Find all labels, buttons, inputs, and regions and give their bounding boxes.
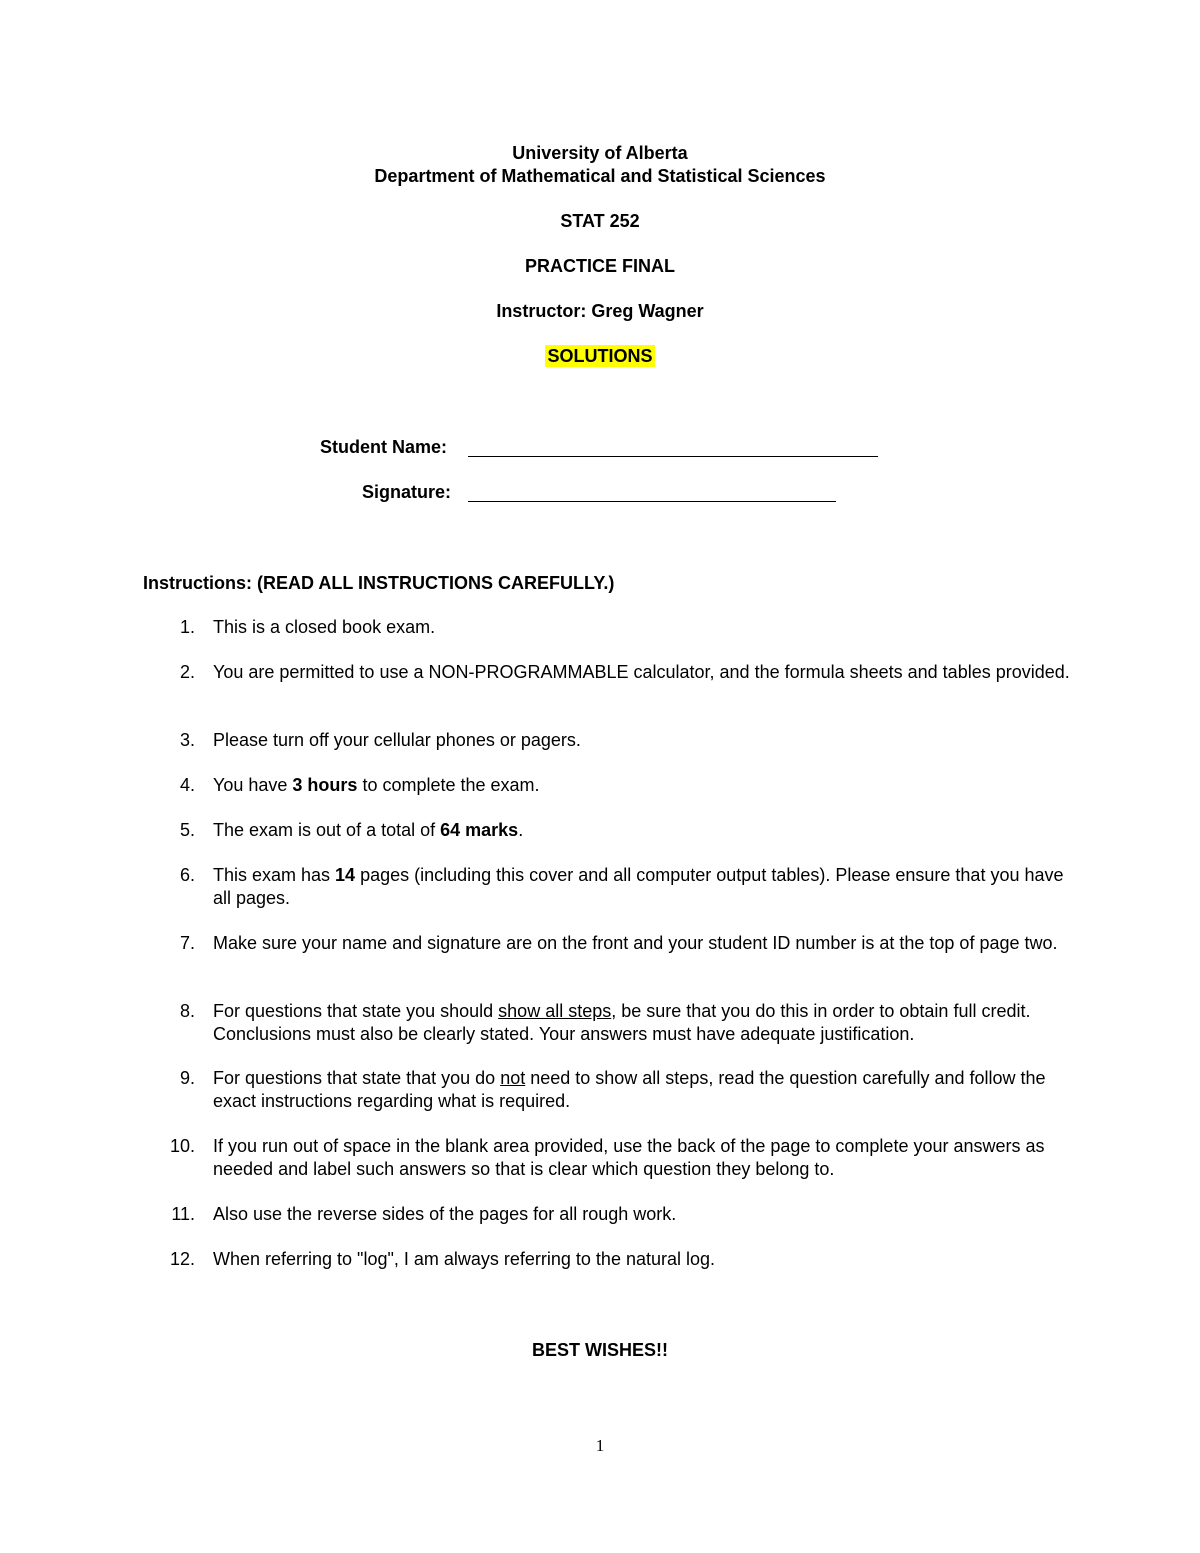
item-text: This is a closed book exam. bbox=[213, 617, 436, 637]
item-number: 1. bbox=[179, 617, 195, 637]
item-number: 9. bbox=[179, 1068, 195, 1088]
instruction-item bbox=[143, 661, 1073, 684]
emphasis-show-all-steps: show all steps bbox=[498, 1001, 612, 1021]
instruction-item bbox=[143, 1067, 1073, 1113]
signature-field[interactable] bbox=[362, 481, 451, 503]
item-text: For questions that state that you do not need to show all steps, read the question carefully and follow the exact instructions regarding what is required. bbox=[213, 1068, 1046, 1111]
instruction-item bbox=[143, 932, 1073, 955]
student-name-blank[interactable] bbox=[468, 456, 878, 457]
item-number: 6. bbox=[179, 865, 195, 885]
solutions-banner bbox=[0, 345, 1200, 367]
instruction-item bbox=[143, 1000, 1073, 1046]
instruction-item bbox=[143, 1203, 1073, 1226]
student-name-label: Student Name: bbox=[320, 437, 448, 457]
item-text: The exam is out of a total of 64 marks. bbox=[213, 820, 524, 840]
item-number: 7. bbox=[179, 933, 195, 953]
page-number: 1 bbox=[595, 1436, 605, 1455]
emphasis-not: not bbox=[500, 1068, 526, 1088]
signature-label: Signature: bbox=[362, 482, 452, 502]
item-text: You have 3 hours to complete the exam. bbox=[213, 775, 540, 795]
item-text: Make sure your name and signature are on the front and your student ID number is at the top of page two. bbox=[213, 933, 1058, 953]
item-number: 3. bbox=[179, 730, 195, 750]
item-text: If you run out of space in the blank area provided, use the back of the page to complete your answers as needed and label such answers so that is clear which question they belong to. bbox=[213, 1136, 1045, 1179]
student-name-field[interactable] bbox=[320, 436, 447, 458]
instruction-item bbox=[143, 616, 1073, 639]
item-number: 5. bbox=[179, 820, 195, 840]
closing-message: BEST WISHES!! bbox=[531, 1340, 668, 1360]
instruction-item bbox=[143, 864, 1073, 910]
department-title: Department of Mathematical and Statistical Sciences bbox=[374, 166, 826, 186]
instructor-line: Instructor: Greg Wagner bbox=[496, 301, 704, 321]
item-number: 4. bbox=[179, 775, 195, 795]
emphasis-duration: 3 hours bbox=[292, 775, 358, 795]
item-text: Please turn off your cellular phones or pagers. bbox=[213, 730, 581, 750]
university-title: University of Alberta bbox=[512, 143, 688, 163]
item-number: 8. bbox=[179, 1001, 195, 1021]
item-number: 11. bbox=[171, 1204, 195, 1224]
solutions-highlight: SOLUTIONS bbox=[547, 346, 653, 366]
item-text: For questions that state you should show all steps, be sure that you do this in order to obtain full credit. Conclusions must also be clearly stated. Your answers must have adequate justification. bbox=[213, 1001, 1031, 1044]
emphasis-marks: 64 marks bbox=[440, 820, 519, 840]
instruction-item bbox=[143, 774, 1073, 797]
item-text: You are permitted to use a NON-PROGRAMMABLE calculator, and the formula sheets and tables provided. bbox=[213, 662, 1070, 682]
item-text: Also use the reverse sides of the pages for all rough work. bbox=[213, 1204, 677, 1224]
instructions-heading: Instructions: (READ ALL INSTRUCTIONS CAREFULLY.) bbox=[143, 573, 615, 593]
exam-title: PRACTICE FINAL bbox=[525, 256, 675, 276]
instruction-item bbox=[143, 729, 1073, 752]
course-code: STAT 252 bbox=[560, 211, 640, 231]
item-text: This exam has 14 pages (including this cover and all computer output tables). Please ensure that you have all pages. bbox=[213, 865, 1064, 908]
signature-blank[interactable] bbox=[468, 501, 836, 502]
item-text: When referring to "log", I am always referring to the natural log. bbox=[213, 1249, 716, 1269]
item-number: 2. bbox=[179, 662, 195, 682]
item-number: 12. bbox=[169, 1249, 195, 1269]
instruction-item bbox=[143, 1248, 1073, 1271]
emphasis-pages: 14 bbox=[335, 865, 356, 885]
instruction-item bbox=[143, 819, 1073, 842]
instruction-item bbox=[143, 1135, 1073, 1181]
item-number: 10. bbox=[169, 1136, 195, 1156]
